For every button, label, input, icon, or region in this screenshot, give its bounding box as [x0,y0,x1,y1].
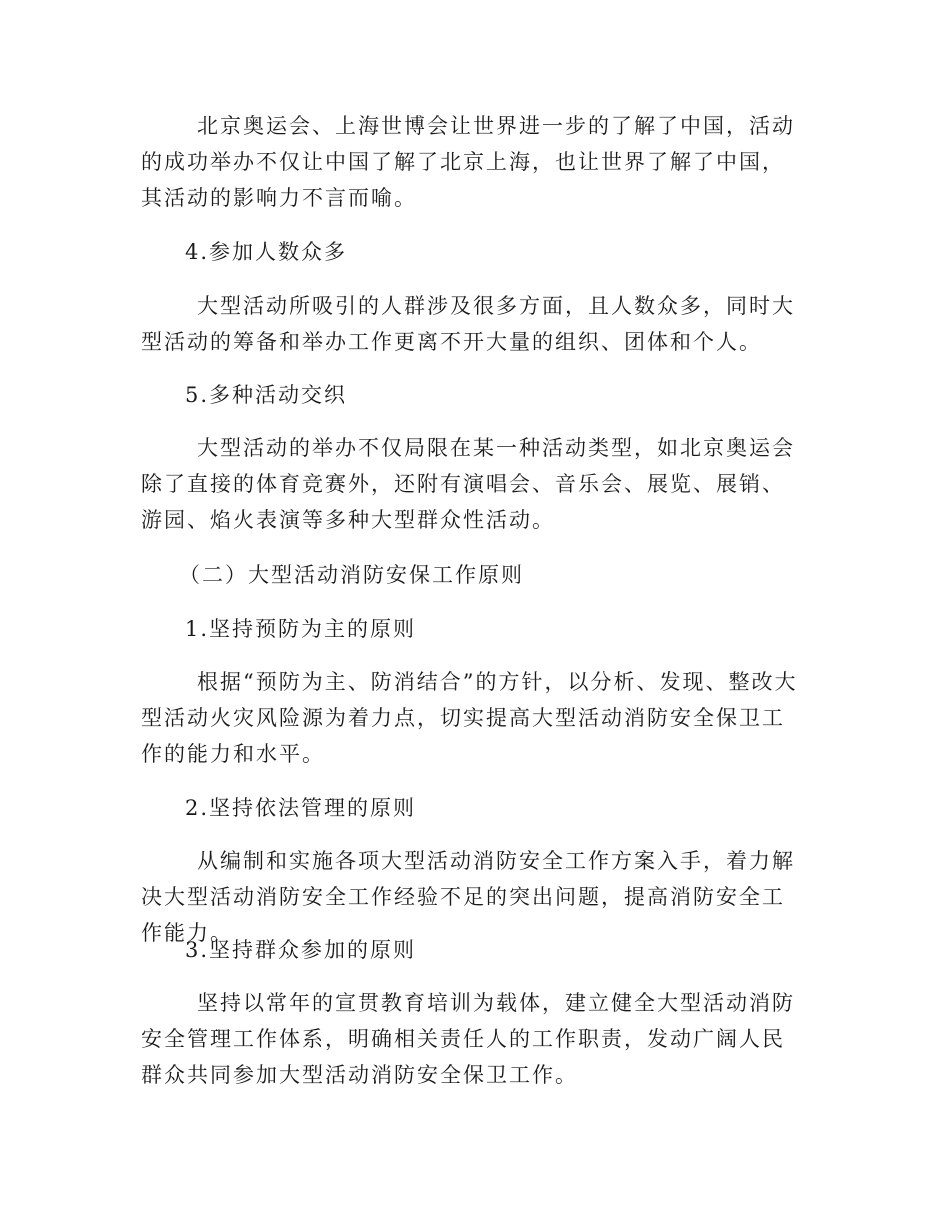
heading-principle-public: 3.坚持群众参加的原则 [185,938,417,962]
paragraph-public: 坚持以常年的宣贯教育培训为载体，建立健全大型活动消防安全管理工作体系，明确相关责任人的工作职责，发动广阔人民群众共同参加大型活动消防安全保卫工作。 [141,991,795,1087]
heading-many-participants: 4.参加人数众多 [185,240,348,264]
heading-principle-law: 2.坚持依法管理的原则 [185,796,417,820]
paragraph-law: 从编制和实施各项大型活动消防安全工作方案入手，着力解决大型活动消防安全工作经验不足的突出问题，提高消防安全工作能力。 [141,849,795,945]
paragraph-prevention: 根据“预防为主、防消结合”的方针，以分析、发现、整改大型活动火灾风险源为着力点，切实提高大型活动消防安全保卫工作的能力和水平。 [141,670,798,766]
paragraph-olympics-expo: 北京奥运会、上海世博会让世界进一步的了解了中国，活动的成功举办不仅让中国了解了北京上海，也让世界了解了中国，其活动的影响力不言而喻。 [141,114,795,210]
heading-activities-interwoven: 5.多种活动交织 [185,383,348,407]
paragraph-participants: 大型活动所吸引的人群涉及很多方面，且人数众多，同时大型活动的筹备和举办工作更离不开大量的组织、团体和个人。 [141,294,795,354]
heading-principle-prevention: 1.坚持预防为主的原则 [185,617,417,641]
paragraph-activity-types: 大型活动的举办不仅局限在某一种活动类型，如北京奥运会除了直接的体育竞赛外，还附有演唱会、音乐会、展览、展销、游园、焰火表演等多种大型群众性活动。 [141,436,795,532]
section-heading-principles: （二）大型活动消防安保工作原则 [179,563,524,587]
